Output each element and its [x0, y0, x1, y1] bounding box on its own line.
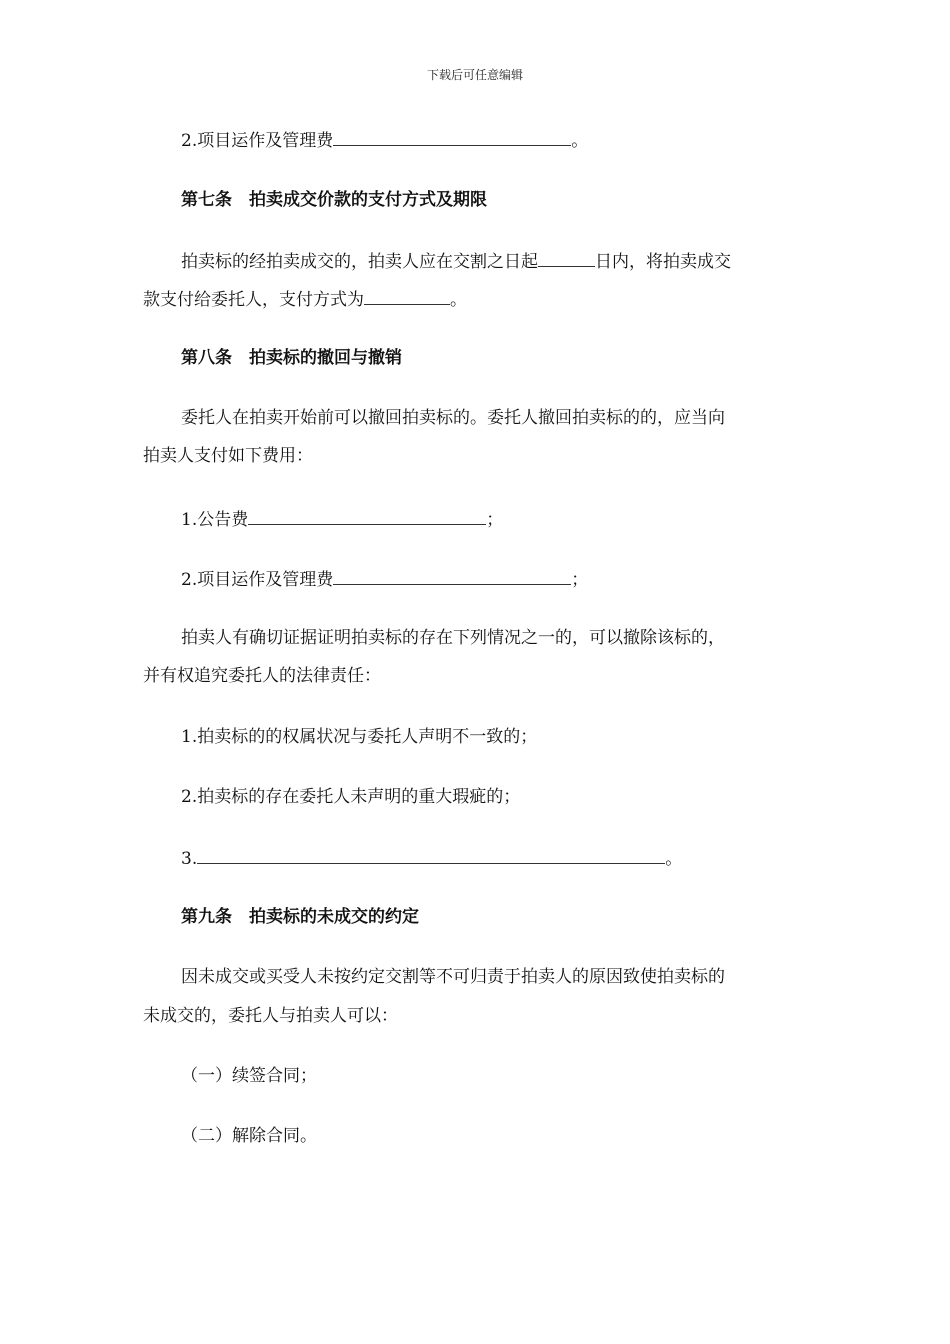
blank-field [538, 250, 595, 267]
paragraph-text: 。 [450, 290, 467, 310]
article-7-title: 第七条 拍卖成交价款的支付方式及期限 [181, 190, 487, 210]
item-punct: ； [486, 510, 504, 530]
item-punct: ； [571, 570, 589, 590]
fee-item-management [181, 568, 588, 590]
paragraph-text: 日内，将拍卖成交 [595, 252, 731, 272]
blank-field [333, 129, 571, 146]
article-8-paragraph-line1: 委托人在拍卖开始前可以撤回拍卖标的。委托人撤回拍卖标的的，应当向 [181, 408, 725, 428]
article-9-title: 第九条 拍卖标的未成交的约定 [181, 907, 419, 927]
fee-item-announcement [181, 508, 503, 530]
article-9-paragraph-line2: 未成交的，委托人与拍卖人可以： [143, 1006, 398, 1026]
option-item-1: （一）续签合同； [181, 1066, 317, 1086]
page-header: 下载后可任意编辑 [426, 68, 523, 82]
paragraph-text: 款支付给委托人，支付方式为 [143, 290, 364, 310]
article-8-title: 第八条 拍卖标的撤回与撤销 [181, 348, 402, 368]
article-9-paragraph-line1: 因未成交或买受人未按约定交割等不可归责于拍卖人的原因致使拍卖标的 [181, 967, 725, 987]
item-punct: 。 [571, 131, 589, 151]
revocation-paragraph-line1: 拍卖人有确切证据证明拍卖标的存在下列情况之一的，可以撤除该标的， [181, 628, 725, 648]
blank-field [197, 847, 665, 864]
article-8-paragraph-line2: 拍卖人支付如下费用： [143, 446, 313, 466]
item-label: 1.公告费 [181, 510, 249, 530]
item-punct: 。 [665, 849, 683, 869]
blank-field [364, 288, 450, 305]
blank-field [333, 568, 571, 585]
item-label: 2.项目运作及管理费 [181, 570, 334, 590]
item-management-fee [181, 129, 588, 151]
article-7-paragraph-line2 [143, 288, 467, 310]
revocation-paragraph-line2: 并有权追究委托人的法律责任： [143, 666, 381, 686]
condition-item-3 [181, 847, 682, 869]
blank-field [248, 508, 486, 525]
article-7-paragraph-line1 [181, 250, 731, 272]
condition-item-2: 2.拍卖标的存在委托人未声明的重大瑕疵的； [181, 787, 521, 807]
item-label: 2.项目运作及管理费 [181, 131, 334, 151]
condition-item-1: 1.拍卖标的的权属状况与委托人声明不一致的； [181, 727, 538, 747]
option-item-2: （二）解除合同。 [181, 1126, 317, 1146]
item-label: 3. [181, 849, 198, 869]
paragraph-text: 拍卖标的经拍卖成交的，拍卖人应在交割之日起 [181, 252, 538, 272]
